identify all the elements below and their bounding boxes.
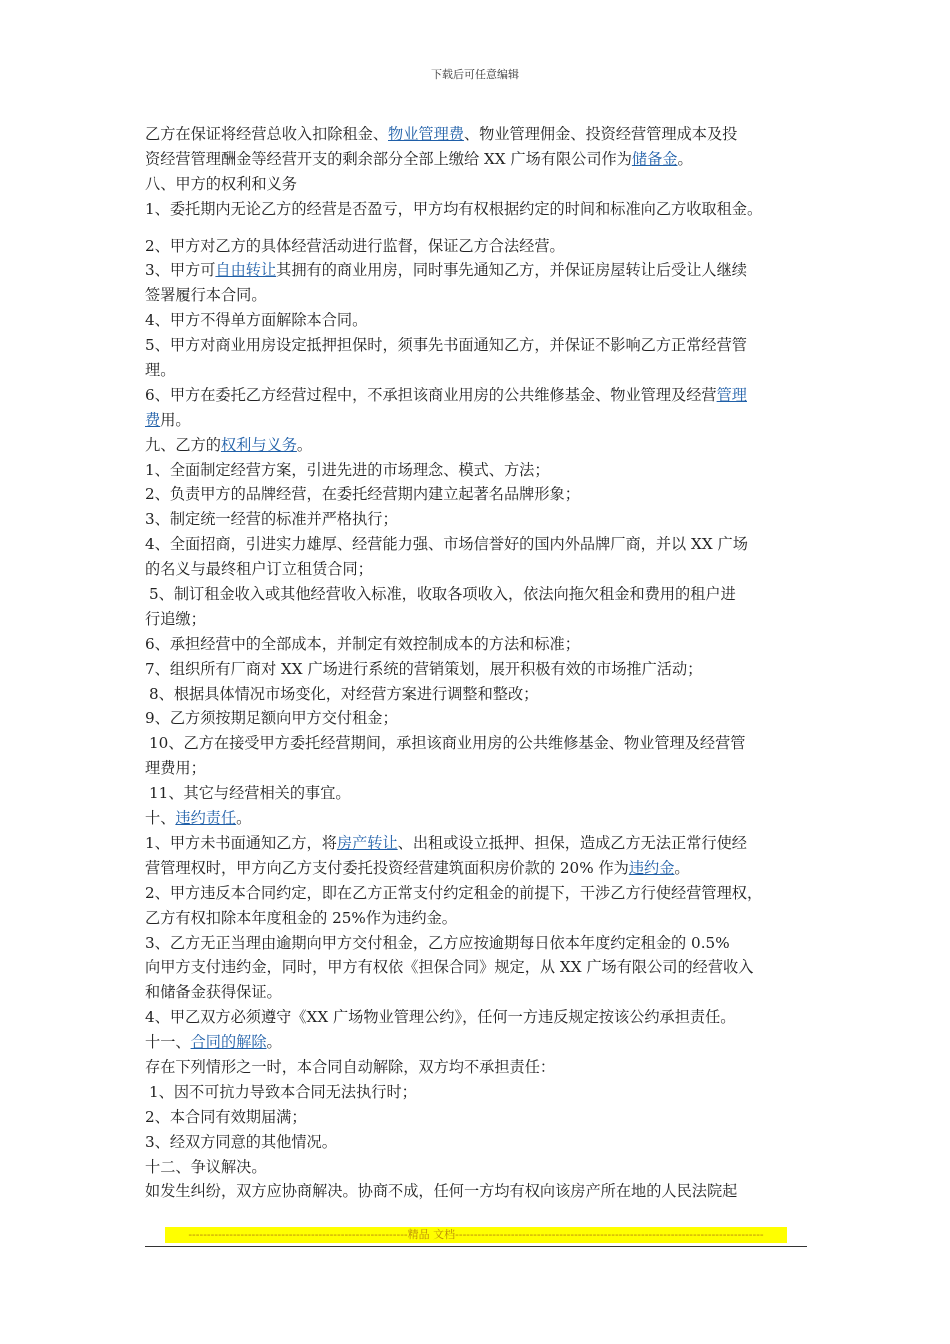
text: 营管理权时，甲方向乙方支付委托投资经营建筑面积房价款的 20% 作为 <box>145 858 629 877</box>
link-management-fee[interactable]: 管理 <box>716 385 747 404</box>
clause-d3: 3、经双方同意的其他情况。 <box>145 1132 337 1151</box>
text: 十、 <box>145 809 176 828</box>
paragraph-line <box>145 122 825 147</box>
clause-b10-cont: 理费用； <box>145 759 206 778</box>
clause-c4: 4、甲乙双方必须遵守《XX 广场物业管理公约》，任何一方违反规定按该公约承担责任。 <box>145 1008 736 1027</box>
clause-d0: 存在下列情形之一时，本合同自动解除，双方均不承担责任： <box>145 1057 556 1076</box>
clause-a3 <box>145 258 825 283</box>
text: 1、甲方未书面通知乙方，将 <box>145 833 337 852</box>
text: 九、乙方的 <box>145 435 221 454</box>
clause-a3-cont: 签署履行本合同。 <box>145 286 267 305</box>
paragraph-line <box>145 147 825 172</box>
page-footer <box>145 1227 807 1247</box>
text: 。 <box>266 1033 282 1052</box>
page-header: 下载后可任意编辑 <box>431 68 519 81</box>
clause-c3-cont: 向甲方支付违约金，同时，甲方有权依《担保合同》规定，从 XX 广场有限公司的经营收入 <box>145 958 754 977</box>
text: 、出租或设立抵押、担保，造成乙方无法正常行使经 <box>397 833 747 852</box>
clause-c1-cont <box>145 856 825 881</box>
clause-b2: 2、负责甲方的品牌经营，在委托经营期内建立起著名品牌形象； <box>145 485 580 504</box>
text: 资经营管理酬金等经营开支的剩余部分全部上缴给 XX 广场有限公司作为 <box>145 149 632 168</box>
document-body <box>145 122 825 1204</box>
clause-c3: 3、乙方无正当理由逾期向甲方交付租金，乙方应按逾期每日依本年度约定租金的 0.5% <box>145 933 730 952</box>
clause-c2-cont: 乙方有权扣除本年度租金的 25%作为违约金。 <box>145 908 457 927</box>
text: 6、甲方在委托乙方经营过程中，不承担该商业用房的公共维修基金、物业管理及经营 <box>145 385 717 404</box>
text: 十一、 <box>145 1033 191 1052</box>
text: 。 <box>674 858 690 877</box>
footer-divider <box>145 1246 807 1247</box>
text: 用。 <box>160 410 191 429</box>
clause-a5-cont: 理。 <box>145 361 176 380</box>
link-reserve-fund[interactable]: 储备金 <box>631 149 678 168</box>
text: 。 <box>677 149 693 168</box>
clause-b10: 10、乙方在接受甲方委托经营期间，承担该商业用房的公共维修基金、物业管理及经营管 <box>149 734 746 753</box>
clause-a5: 5、甲方对商业用房设定抵押担保时，须事先书面通知乙方，并保证不影响乙方正常经营管 <box>145 336 747 355</box>
clause-b6: 6、承担经营中的全部成本，并制定有效控制成本的方法和标准； <box>145 634 580 653</box>
section-heading-10 <box>145 806 825 831</box>
clause-a6-cont <box>145 408 825 433</box>
section-heading-12: 十二、争议解决。 <box>145 1157 267 1176</box>
text: 乙方在保证将经营总收入扣除租金、 <box>145 125 388 143</box>
text: 。 <box>236 809 252 828</box>
clause-b8: 8、根据具体情况市场变化，对经营方案进行调整和整改； <box>149 684 539 703</box>
clause-d2: 2、本合同有效期届满； <box>145 1107 307 1126</box>
link-rights-obligations[interactable]: 权利与义务 <box>220 435 297 454</box>
footer-banner: -----------------------------------------------------------精品 文档----------------------------------------------------------------------------------- <box>165 1227 787 1243</box>
clause-b11: 11、其它与经营相关的事宜。 <box>149 784 351 803</box>
link-property-fee[interactable]: 物业管理费 <box>388 125 464 143</box>
clause-c1 <box>145 831 825 856</box>
clause-e1: 如发生纠纷，双方应协商解决。协商不成，任何一方均有权向该房产所在地的人民法院起 <box>145 1182 738 1201</box>
clause-b5-cont: 行追缴； <box>145 609 206 628</box>
clause-b4: 4、全面招商，引进实力雄厚、经营能力强、市场信誉好的国内外品牌厂商，并以 XX 广场 <box>145 535 748 554</box>
clause-b5: 5、制订租金收入或其他经营收入标准，收取各项收入，依法向拖欠租金和费用的租户进 <box>149 585 736 604</box>
text: 。 <box>296 435 313 454</box>
link-penalty[interactable]: 违约金 <box>628 858 675 877</box>
link-management-fee-cont[interactable]: 费 <box>145 410 161 429</box>
clause-a1: 1、委托期内无论乙方的经营是否盈亏，甲方均有权根据约定的时间和标准向乙方收取租金。 <box>145 199 763 218</box>
clause-a6 <box>145 383 825 408</box>
clause-d1: 1、因不可抗力导致本合同无法执行时； <box>149 1082 417 1101</box>
section-heading-11 <box>145 1030 825 1055</box>
section-heading-9 <box>145 433 825 458</box>
text: 3、甲方可 <box>145 261 216 280</box>
section-heading-8: 八、甲方的权利和义务 <box>145 174 297 193</box>
text: 其拥有的商业用房，同时事先通知乙方，并保证房屋转让后受让人继续 <box>276 261 747 280</box>
clause-b3: 3、制定统一经营的标准并严格执行； <box>145 510 398 529</box>
clause-a4: 4、甲方不得单方面解除本合同。 <box>145 311 368 330</box>
link-property-transfer[interactable]: 房产转让 <box>336 833 398 852</box>
clause-b9: 9、乙方须按期足额向甲方交付租金； <box>145 709 398 728</box>
clause-c3-cont2: 和储备金获得保证。 <box>145 983 282 1002</box>
clause-b7: 7、组织所有厂商对 XX 广场进行系统的营销策划，展开积极有效的市场推广活动； <box>145 659 703 678</box>
link-contract-termination[interactable]: 合同的解除 <box>190 1033 267 1052</box>
clause-a2: 2、甲方对乙方的具体经营活动进行监督，保证乙方合法经营。 <box>145 236 565 255</box>
spacer <box>145 222 825 234</box>
link-breach-liability[interactable]: 违约责任 <box>175 809 237 828</box>
text: 、物业管理佣金、投资经营管理成本及投 <box>463 125 738 143</box>
clause-b1: 1、全面制定经营方案，引进先进的市场理念、模式、方法； <box>145 460 550 479</box>
clause-b4-cont: 的名义与最终租户订立租赁合同； <box>145 560 373 579</box>
link-free-transfer[interactable]: 自由转让 <box>215 261 277 280</box>
clause-c2: 2、甲方违反本合同约定，即在乙方正常支付约定租金的前提下，干涉乙方行使经营管理权， <box>145 883 763 902</box>
